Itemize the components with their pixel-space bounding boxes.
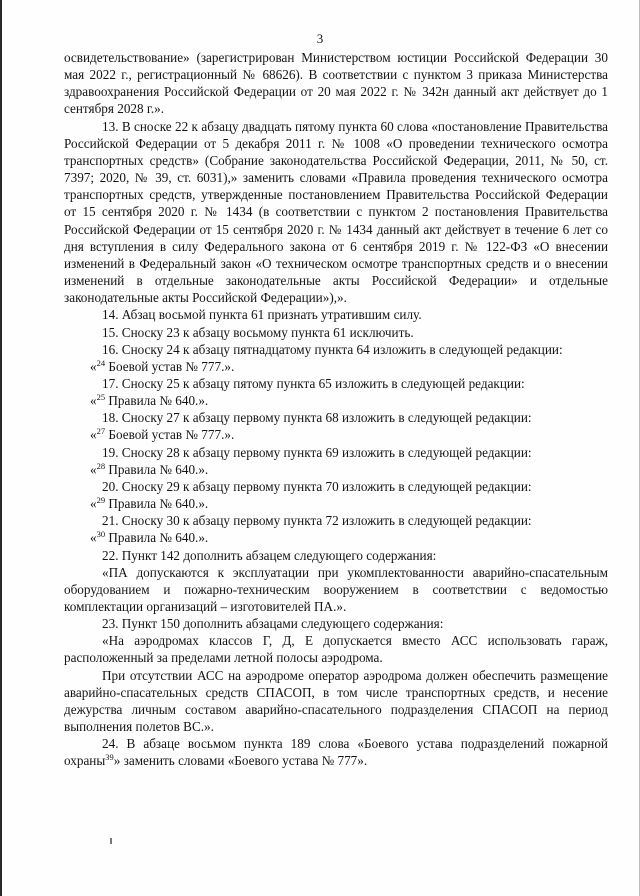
footnote-text-29 [64,495,608,512]
paragraph-text: освидетельствование» (зарегистрирован Министерством юстиции Российской Федерации 30 мая 2022 г., регистрационный № 68626). В соответствии с пунктом 3 приказа Министерства здравоохранения Российской Федерации от 20 мая 2022 г. № 342н данный акт действует до 1 сентября 2028 г.». [64,50,608,117]
paragraph-item-14 [64,306,608,323]
footnote-marker: 25 [96,392,106,403]
paragraph-text: Правила № 640.». [105,393,209,409]
paragraph-item-24 [64,735,608,769]
paragraph-text: 14. Абзац восьмой пункта 61 признать утратившим силу. [102,307,422,323]
paragraph-text: 16. Сноску 24 к абзацу пятнадцатому пункта 64 изложить в следующей редакции: [102,341,563,357]
page-number: 3 [316,31,324,46]
paragraph-text: 24. В абзаце восьмом пункта 189 слова «Боевого устава подразделений пожарной охраны [64,736,608,769]
paragraph-item-16 [64,341,608,358]
open-quote: « [90,496,97,512]
footnote-text-30 [64,529,608,546]
paragraph-text: 15. Сноску 23 к абзацу восьмому пункта 61 исключить. [102,324,414,340]
paragraph-text: 21. Сноску 30 к абзацу первому пункта 72 изложить в следующей редакции: [102,513,532,529]
footnote-marker: 27 [96,426,106,437]
paragraph-item-13 [64,118,608,307]
paragraph-text: 18. Сноску 27 к абзацу первому пункта 68 изложить в следующей редакции: [102,410,532,426]
scan-edge-left [0,0,2,896]
paragraph-item-19 [64,444,608,461]
scan-speck [110,838,112,844]
paragraph-text: 23. Пункт 150 дополнить абзацами следующего содержания: [102,616,444,632]
open-quote: « [90,530,97,546]
paragraph-quote-pa [64,564,608,615]
paragraph-item-23 [64,615,608,632]
footnote-text-25 [64,392,608,409]
paragraph-text: 20. Сноску 29 к абзацу первому пункта 70 изложить в следующей редакции: [102,478,532,494]
paragraph-text: «ПА допускаются к эксплуатации при укомплектованности аварийно-спасательным оборудованием и пожарно-техническим вооружением в соответствии с ведомостью комплектации организаций – изготовителей ПА.». [64,564,608,614]
paragraph-text: Правила № 640.». [105,496,209,512]
footnote-marker: 29 [96,495,106,506]
paragraph-text-end: » заменить словами «Боевого устава № 777». [113,753,368,769]
paragraph-item-17 [64,375,608,392]
paragraph-item-22 [64,547,608,564]
document-body [64,49,608,770]
footnote-marker: 24 [96,357,106,368]
paragraph-text: Правила № 640.». [105,461,209,477]
footnote-text-27 [64,426,608,443]
open-quote: « [90,393,97,409]
footnote-text-24 [64,358,608,375]
paragraph-quote-spasop [64,667,608,736]
paragraph-item-18 [64,409,608,426]
paragraph-quote-aerodrome [64,632,608,666]
paragraph-text: 22. Пункт 142 дополнить абзацем следующего содержания: [102,547,437,563]
footnote-marker: 39 [105,752,114,763]
paragraph-continuation [64,49,608,118]
footnote-text-28 [64,461,608,478]
paragraph-text: 19. Сноску 28 к абзацу первому пункта 69 изложить в следующей редакции: [102,444,532,460]
paragraph-item-15 [64,324,608,341]
open-quote: « [90,461,97,477]
paragraph-text: Боевой устав № 777.». [105,427,235,443]
paragraph-text: При отсутствии АСС на аэродроме оператор аэродрома должен обеспечить размещение аварийно-спасательных средств СПАСОП, в том числе транспортных средств, и несение дежурства личным составом аварийно-спасательного подразделения СПАСОП на период выполнения полетов ВС.». [64,667,608,735]
paragraph-item-20 [64,478,608,495]
paragraph-item-21 [64,512,608,529]
paragraph-text: Правила № 640.». [105,530,209,546]
paragraph-text: «На аэродромах классов Г, Д, Е допускается вместо АСС использовать гараж, расположенный за пределами летной полосы аэродрома. [64,633,608,666]
open-quote: « [90,427,97,443]
paragraph-text: 17. Сноску 25 к абзацу пятому пункта 65 изложить в следующей редакции: [102,375,525,391]
footnote-marker: 30 [96,529,106,540]
paragraph-text: Боевой устав № 777.». [105,358,235,374]
open-quote: « [90,358,97,374]
footnote-marker: 28 [96,460,106,471]
paragraph-text: 13. В сноске 22 к абзацу двадцать пятому пункта 60 слова «постановление Правительства Российской Федерации от 5 декабря 2011 г. № 1008 «О проведении технического осмотра транспортных средств» (Собрание законодательства Российской Федерации, 2011, № 50, ст. 7397; 2020, № 39, ст. 6031),» заменить словами «Правила проведения технического осмотра транспортных средств, утвержденные постановлением Правительства Российской Федерации от 15 сентября 2020 г. № 1434 (в соответствии с пунктом 2 постановления Правительства Российской Федерации от 15 сентября 2020 г. № 1434 данный акт действует в течение 6 лет со дня вступления в силу Федерального закона от 6 сентября 2019 г. № 122-ФЗ «О внесении изменений в Федеральный закон «О техническом осмотре транспортных средств и о внесении изменений в отдельные законодательные акты Российской Федерации» и отдельные законодательные акты Российской Федерации»),». [64,118,608,306]
